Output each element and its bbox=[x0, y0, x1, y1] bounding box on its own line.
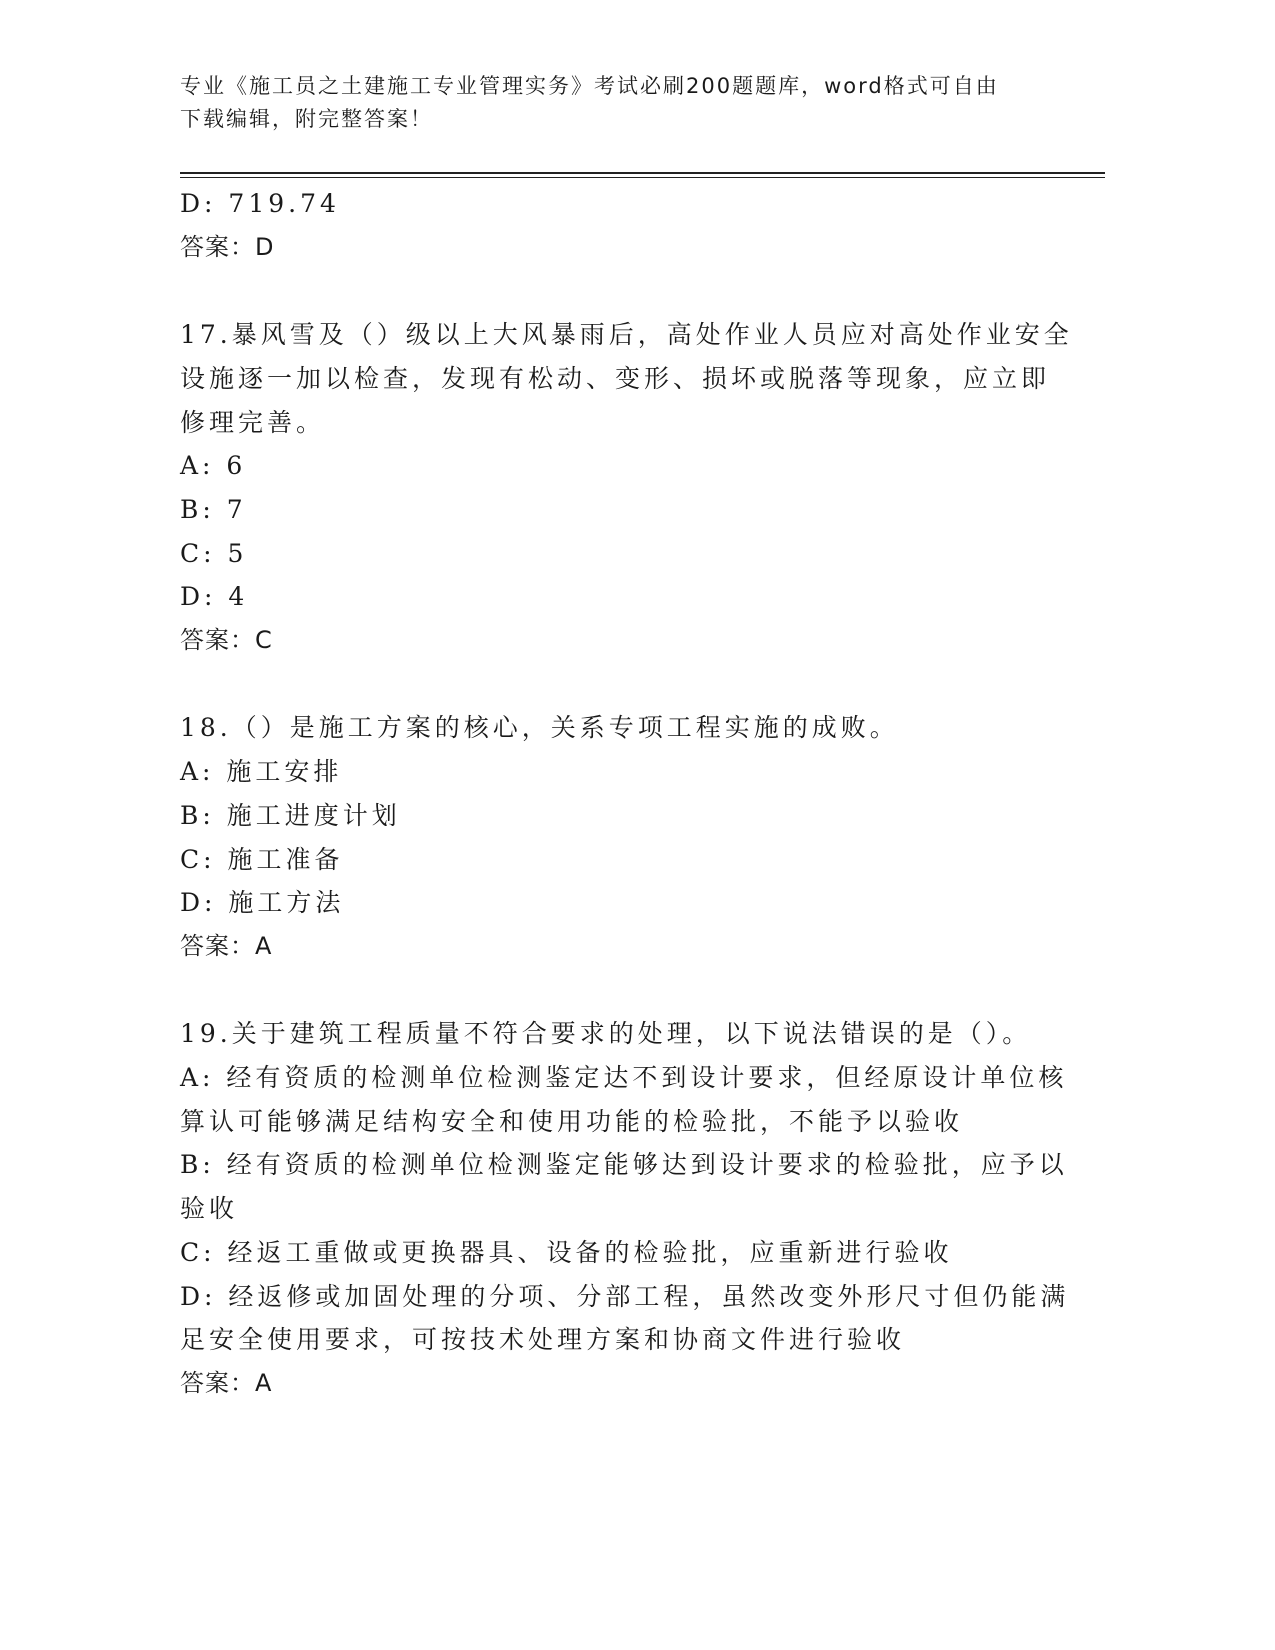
q19-option-a-line-1: A: 经有资质的检测单位检测鉴定达不到设计要求，但经原设计单位核 bbox=[180, 1063, 1068, 1093]
page-header bbox=[180, 70, 1050, 136]
q18-option-d: D: 施工方法 bbox=[180, 888, 345, 918]
spacer bbox=[180, 269, 1040, 313]
q17-option-b: B: 7 bbox=[180, 494, 247, 524]
prev-option-d: D: 719.74 bbox=[180, 189, 340, 218]
q19-option-d-line-1: D: 经返修或加固处理的分项、分部工程，虽然改变外形尺寸但仍能满 bbox=[180, 1281, 1070, 1311]
question-18 bbox=[180, 706, 1040, 968]
q17-stem-line-1: 17.暴风雪及（）级以上大风暴雨后，高处作业人员应对高处作业安全 bbox=[180, 320, 1073, 350]
q17-stem-line-3: 修理完善。 bbox=[180, 407, 326, 437]
q19-option-b-line-1: B: 经有资质的检测单位检测鉴定能够达到设计要求的检验批，应予以 bbox=[180, 1150, 1068, 1180]
spacer bbox=[180, 663, 1040, 707]
q18-option-c: C: 施工准备 bbox=[180, 844, 344, 874]
header-line-2: 下载编辑，附完整答案！ bbox=[180, 107, 433, 131]
q18-option-a: A: 施工安排 bbox=[180, 757, 343, 787]
q19-answer: 答案：A bbox=[180, 1368, 273, 1397]
q19-stem: 19.关于建筑工程质量不符合要求的处理，以下说法错误的是（）。 bbox=[180, 1019, 1032, 1049]
q19-option-d-line-2: 足安全使用要求，可按技术处理方案和协商文件进行验收 bbox=[180, 1325, 906, 1355]
q17-stem-line-2: 设施逐一加以检查，发现有松动、变形、损坏或脱落等现象，应立即 bbox=[180, 363, 1051, 393]
question-19 bbox=[180, 1012, 1070, 1405]
question-17 bbox=[180, 313, 1073, 663]
q17-answer: 答案：C bbox=[180, 626, 273, 655]
q18-option-b: B: 施工进度计划 bbox=[180, 800, 401, 830]
q17-option-d: D: 4 bbox=[180, 582, 249, 612]
q18-answer: 答案：A bbox=[180, 931, 273, 960]
q17-option-a: A: 6 bbox=[180, 451, 247, 481]
header-divider-thin bbox=[180, 177, 1105, 178]
question-content bbox=[180, 182, 1073, 1406]
prev-answer: 答案：D bbox=[180, 232, 275, 261]
q19-option-a-line-2: 算认可能够满足结构安全和使用功能的检验批，不能予以验收 bbox=[180, 1106, 964, 1136]
q18-stem: 18.（）是施工方案的核心，关系专项工程实施的成败。 bbox=[180, 713, 899, 743]
q17-option-c: C: 5 bbox=[180, 538, 248, 568]
header-divider-thick bbox=[180, 172, 1105, 174]
q19-option-b-line-2: 验收 bbox=[180, 1194, 239, 1224]
spacer bbox=[180, 969, 1040, 1013]
q19-option-c: C: 经返工重做或更换器具、设备的检验批，应重新进行验收 bbox=[180, 1237, 953, 1267]
header-line-1: 专业《施工员之土建施工专业管理实务》考试必刷200题题库，word格式可自由 bbox=[180, 74, 999, 98]
